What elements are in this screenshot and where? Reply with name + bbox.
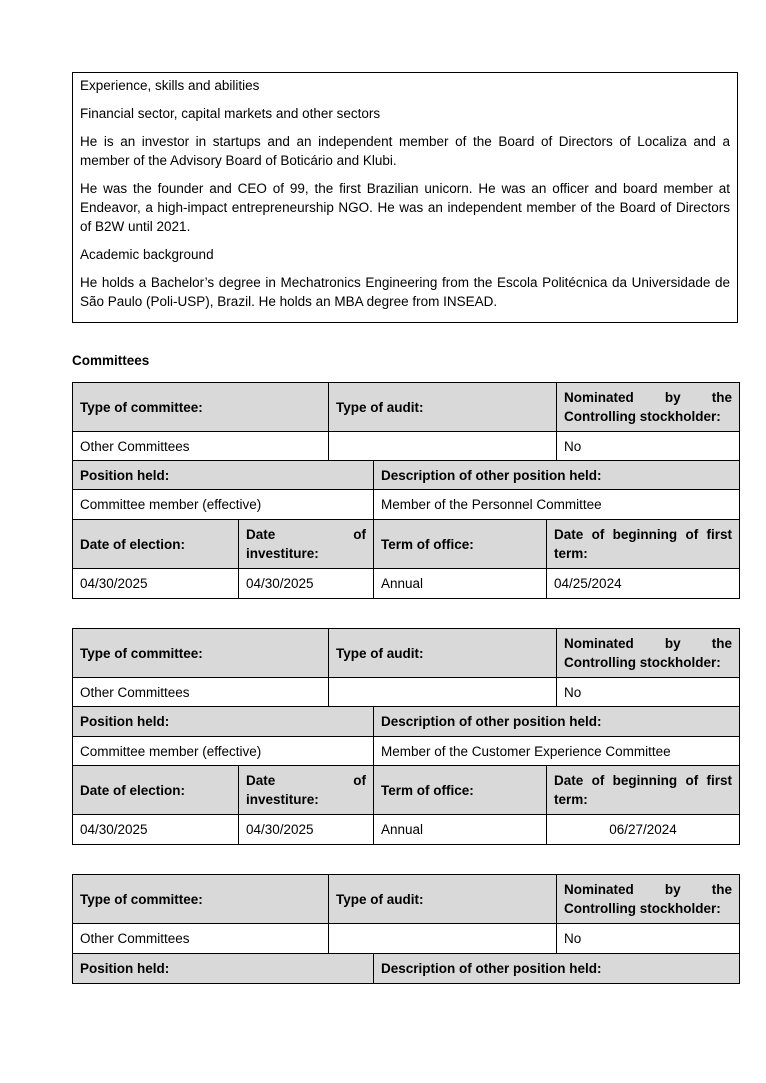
committee-type-value: Other Committees xyxy=(73,924,329,954)
term-of-office-label: Term of office: xyxy=(374,766,547,815)
type-of-committee-label: Type of committee: xyxy=(73,875,329,924)
position-held-label: Position held: xyxy=(73,461,374,490)
nominated-label: Nominated by the Controlling stockholder: xyxy=(557,383,740,432)
first-term-date-value: 04/25/2024 xyxy=(547,569,740,599)
committee-type-value: Other Committees xyxy=(73,678,329,707)
term-of-office-label: Term of office: xyxy=(374,520,547,569)
type-of-audit-label: Type of audit: xyxy=(329,383,557,432)
description-value: Member of the Personnel Committee xyxy=(374,490,740,520)
position-held-value: Committee member (effective) xyxy=(73,490,374,520)
investiture-date-value: 04/30/2025 xyxy=(239,569,374,599)
nominated-label: Nominated by the Controlling stockholder: xyxy=(557,875,740,924)
election-date-value: 04/30/2025 xyxy=(73,815,239,845)
investiture-date-value: 04/30/2025 xyxy=(239,815,374,845)
position-held-label: Position held: xyxy=(73,954,374,984)
term-of-office-value: Annual xyxy=(374,815,547,845)
description-other-position-label: Description of other position held: xyxy=(374,707,740,737)
date-of-investiture-label: Date of investiture: xyxy=(239,766,374,815)
type-of-committee-label: Type of committee: xyxy=(73,629,329,678)
type-of-audit-label: Type of audit: xyxy=(329,629,557,678)
bio-paragraph-3: He holds a Bachelor’s degree in Mechatronics Engineering from the Escola Politécnica da Universidade de São Paulo (Poli-USP), Brazil. He holds an MBA degree from INSEAD. xyxy=(80,275,730,309)
committee-type-value: Other Committees xyxy=(73,432,329,461)
audit-type-value xyxy=(329,678,557,707)
committees-title: Committees xyxy=(72,353,150,368)
description-other-position-label: Description of other position held: xyxy=(374,461,740,490)
position-held-label: Position held: xyxy=(73,707,374,737)
experience-heading: Experience, skills and abilities xyxy=(80,78,260,93)
biography-box xyxy=(72,72,738,323)
description-other-position-label: Description of other position held: xyxy=(374,954,740,984)
committee-table-2 xyxy=(72,628,740,845)
date-of-first-term-label: Date of beginning of first term: xyxy=(547,520,740,569)
sectors-text: Financial sector, capital markets and other sectors xyxy=(80,106,381,121)
nominated-value: No xyxy=(557,924,740,954)
type-of-committee-label: Type of committee: xyxy=(73,383,329,432)
description-value: Member of the Customer Experience Committee xyxy=(374,737,740,766)
bio-paragraph-1: He is an investor in startups and an independent member of the Board of Directors of Localiza and a member of the Advisory Board of Boticário and Klubi. xyxy=(80,134,730,168)
academic-heading: Academic background xyxy=(80,247,214,262)
date-of-election-label: Date of election: xyxy=(73,766,239,815)
position-held-value: Committee member (effective) xyxy=(73,737,374,766)
type-of-audit-label: Type of audit: xyxy=(329,875,557,924)
date-of-investiture-label: Date of investiture: xyxy=(239,520,374,569)
committee-table-3 xyxy=(72,874,740,984)
date-of-first-term-label: Date of beginning of first term: xyxy=(547,766,740,815)
date-of-election-label: Date of election: xyxy=(73,520,239,569)
committee-table-1 xyxy=(72,382,740,599)
nominated-value: No xyxy=(557,432,740,461)
first-term-date-value: 06/27/2024 xyxy=(547,815,740,845)
audit-type-value xyxy=(329,924,557,954)
term-of-office-value: Annual xyxy=(374,569,547,599)
election-date-value: 04/30/2025 xyxy=(73,569,239,599)
nominated-label: Nominated by the Controlling stockholder: xyxy=(557,629,740,678)
bio-paragraph-2: He was the founder and CEO of 99, the first Brazilian unicorn. He was an officer and board member at Endeavor, a high-impact entrepreneurship NGO. He was an independent member of the Board of Directors of B2W until 2021. xyxy=(80,181,730,234)
audit-type-value xyxy=(329,432,557,461)
nominated-value: No xyxy=(557,678,740,707)
